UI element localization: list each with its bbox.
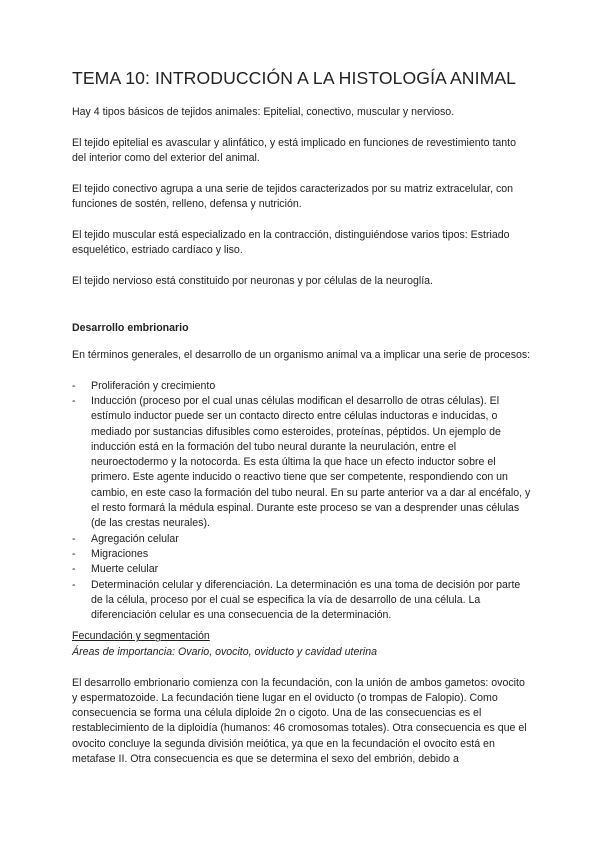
list-item: - Migraciones bbox=[72, 547, 532, 562]
bullet-dash: - bbox=[72, 532, 76, 545]
intro-paragraph: El tejido epitelial es avascular y alinfático, y está implicado en funciones de revestimiento tanto del interior como del exterior del animal. bbox=[72, 136, 517, 165]
bullet-dash: - bbox=[72, 563, 76, 576]
section-heading-desarrollo: Desarrollo embrionario bbox=[72, 321, 189, 334]
list-item: - Agregación celular bbox=[72, 532, 532, 547]
list-item: - Muerte celular bbox=[72, 562, 532, 577]
section-intro: En términos generales, el desarrollo de un organismo animal va a implicar una serie de procesos: bbox=[72, 348, 531, 361]
process-list bbox=[72, 379, 532, 624]
page-title: TEMA 10: INTRODUCCIÓN A LA HISTOLOGÍA ANIMAL bbox=[72, 68, 517, 88]
bullet-dash: - bbox=[72, 379, 76, 392]
list-item: - Determinación celular y diferenciación. La determinación es una toma de decisión por parte de la célula, proceso por el cual se especifica la vía de desarrollo de una célula. La diferenciación celular es una consecuencia de la determinación. bbox=[72, 578, 521, 622]
intro-paragraph: El tejido conectivo agrupa a una serie de tejidos caracterizados por su matriz extracelular, con funciones de sostén, relleno, defensa y nutrición. bbox=[72, 182, 514, 211]
document-page bbox=[72, 68, 532, 783]
intro-paragraph: Hay 4 tipos básicos de tejidos animales: Epitelial, conectivo, muscular y nervioso. bbox=[72, 106, 455, 118]
body-paragraph: El desarrollo embrionario comienza con la fecundación, con la unión de ambos gametos: ovocito y espermatozoide. La fecundación tiene lugar en el oviducto (o trompas de Falopio). Como consecuencia se forma una célula diploide 2n o cigoto. Una de las consecuencias es el restablecimiento de la diploidía (humanos: 46 cromosomas totales). Otra consecuencia es que el ovocito concluye la segunda división meiótica, ya que en la fecundación el ovocito está en metafase II. Otra consecuencia es que se determina el sexo del embrión, debido a bbox=[72, 676, 527, 765]
section-heading-fecundacion: Fecundación y segmentación bbox=[72, 630, 210, 643]
intro-paragraph: El tejido muscular está especializado en la contracción, distinguiéndose varios tipos: Estriado esquelético, estriado cardíaco y liso. bbox=[72, 228, 510, 257]
section-subheading: Áreas de importancia: Ovario, ovocito, oviducto y cavidad uterina bbox=[72, 645, 378, 658]
list-item: - Proliferación y crecimiento bbox=[72, 379, 532, 394]
list-item: - Inducción (proceso por el cual unas células modifican el desarrollo de otras células). El estímulo inductor puede ser un contacto directo entre células inductoras e inducidas, o mediado por sustancias difusibles como esteroides, proteínas, péptidos. Un ejemplo de inducción está en la formación del tubo neural durante la neurulación, entre el neuroectodermo y la notocorda. Es esta última la que hace un efecto inductor sobre el primero. Este agente inducido o reactivo tiene que ser competente, respondiendo con un cambio, en este caso la formación del tubo neural. En su parte anterior va a dar al encéfalo, y el resto formará la médula espinal. Durante este proceso se van a desprender unas células (de las crestas neurales). bbox=[72, 394, 531, 530]
bullet-dash: - bbox=[72, 547, 76, 560]
bullet-dash: - bbox=[72, 578, 76, 591]
bullet-dash: - bbox=[72, 394, 76, 407]
intro-paragraph: El tejido nervioso está constituido por neuronas y por células de la neuroglía. bbox=[72, 275, 433, 288]
